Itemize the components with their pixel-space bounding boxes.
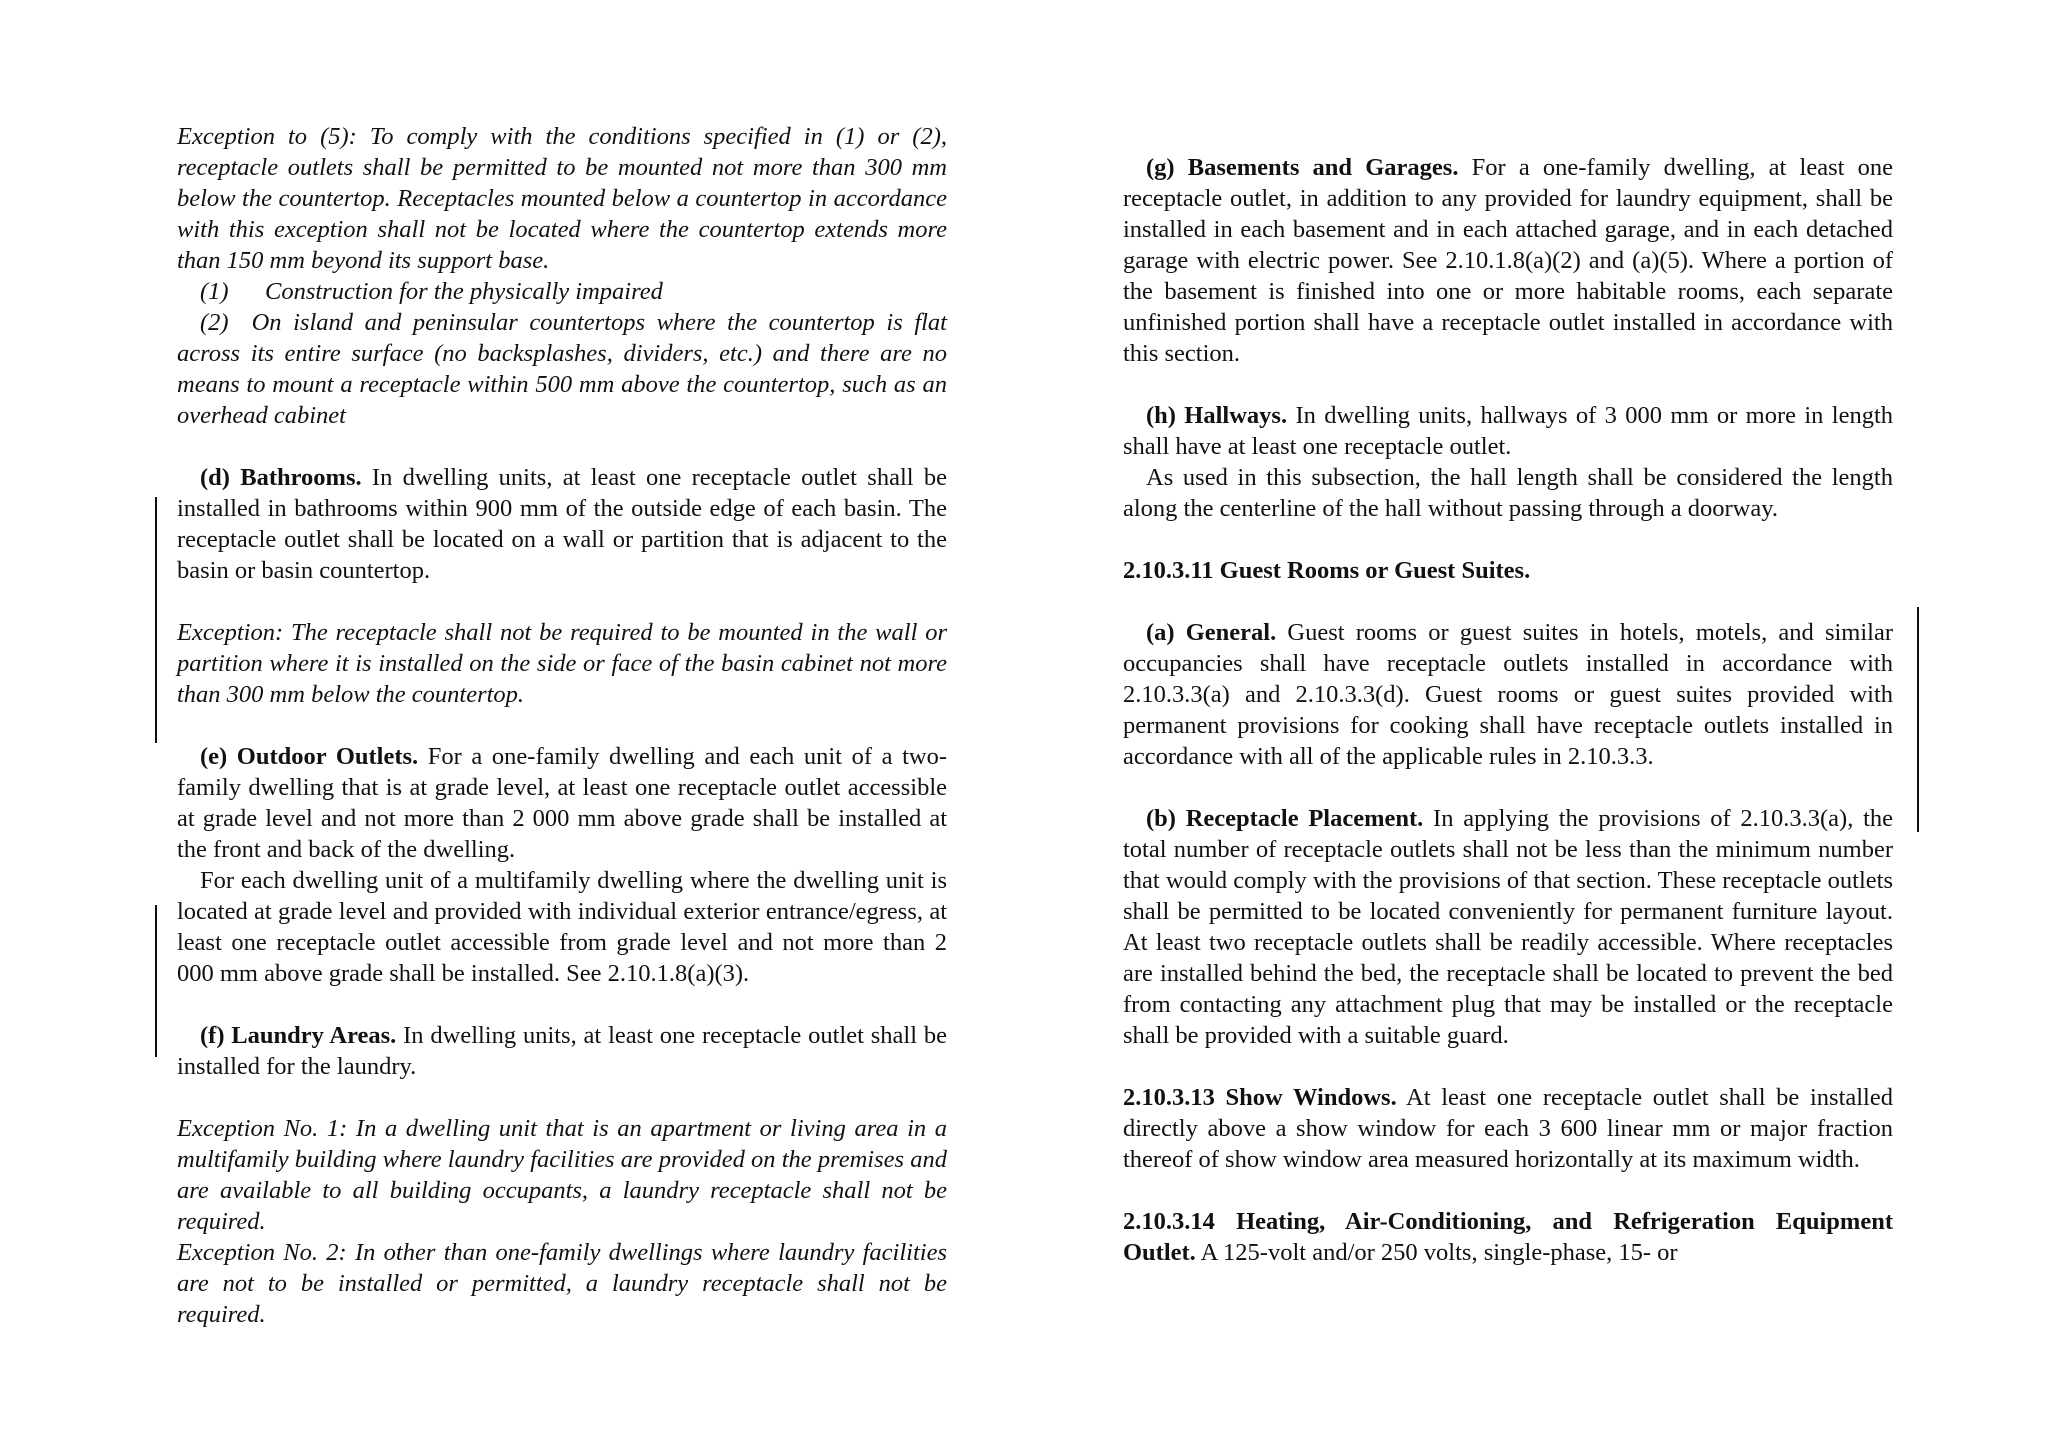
hallways-length-text: As used in this subsection, the hall length shall be considered the length along the centerline of the hall without passing through a doorway. [1123,464,1893,522]
laundry-exception-1: Exception No. 1: In a dwelling unit that is an apartment or living area in a multifamily building where laundry facilities are provided on the premises and are available to all building occupants, a laundry receptacle shall not be required. [177,1115,947,1235]
section-text: A 125-volt and/or 250 volts, single-phase, 15- or [1195,1239,1678,1266]
section-show-windows [1123,1082,1893,1175]
left-column [177,121,947,1330]
section-e-outdoor [177,741,947,865]
section-d-bathrooms [177,462,947,586]
section-text: In dwelling units, at least one receptacle outlet shall be installed for the laundry. [177,1022,947,1080]
section-a-general [1123,617,1893,772]
section-text: For a one-family dwelling and each unit of a two-family dwelling that is at grade level, at least one receptacle outlet accessible at grade level and not more than 2 000 mm above grade shall be installed at the front and back of the dwelling. [177,743,948,863]
section-heading: 2.10.3.13 Show Windows. [1123,1084,1397,1111]
change-bar-outdoor [155,905,157,1057]
laundry-exception-2: Exception No. 2: In other than one-family dwellings where laundry facilities are not to be installed or permitted, a laundry receptacle shall not be required. [177,1239,947,1328]
item-number: (1) [200,278,229,305]
outdoor-multifamily-text: For each dwelling unit of a multifamily dwelling where the dwelling unit is located at grade level and provided with individual exterior entrance/egress, at least one receptacle outlet accessible from grade level and not more than 2 000 mm above grade shall be installed. See 2.10.1.8(a)(3). [177,867,947,987]
item-text: Construction for the physically impaired [265,278,663,305]
change-bar-bathrooms [155,497,157,743]
section-heading: (d) Bathrooms. [200,464,362,491]
item-number: (2) [200,309,229,336]
bathrooms-exception: Exception: The receptacle shall not be required to be mounted in the wall or partition where it is installed on the side or face of the basin cabinet not more than 300 mm below the countertop. [177,619,947,708]
right-column [1123,152,1893,1268]
exception-5-item-1 [177,276,947,307]
exception-5-item-2 [177,307,947,431]
section-text: In dwelling units, hallways of 3 000 mm or more in length shall have at least one receptacle outlet. [1123,402,1893,460]
item-text: On island and peninsular countertops where the countertop is flat across its entire surface (no backsplashes, dividers, etc.) and there are no means to mount a receptacle within 500 mm above the countertop, such as an overhead cabinet [177,309,947,429]
section-h-hallways [1123,400,1893,462]
section-heading: (g) Basements and Garages. [1146,154,1459,181]
section-g-basements [1123,152,1893,369]
change-bar-guest-rooms [1917,607,1919,832]
section-title-guest-rooms: 2.10.3.11 Guest Rooms or Guest Suites. [1123,557,1531,584]
section-text: Guest rooms or guest suites in hotels, motels, and similar occupancies shall have receptacle outlets installed in accordance with 2.10.3.3(a) and 2.10.3.3(d). Guest rooms or guest suites provided with permanent provisions for cooking shall have receptacle outlets installed in accordance with all of the applicable rules in 2.10.3.3. [1123,619,1894,770]
section-heading: (h) Hallways. [1146,402,1288,429]
section-text: For a one-family dwelling, at least one receptacle outlet, in addition to any provided for laundry equipment, shall be installed in each basement and in each attached garage, and in each detached garage with electric power. See 2.10.1.8(a)(2) and (a)(5). Where a portion of the basement is finished into one or more habitable rooms, each separate unfinished portion shall have a receptacle outlet installed in accordance with this section. [1123,154,1893,367]
section-hvac-outlet [1123,1206,1893,1268]
section-heading: 2.10.3.14 Heating, Air-Conditioning, and Refrigeration Equipment Outlet. [1123,1208,1893,1266]
section-text: At least one receptacle outlet shall be installed directly above a show window for each 3 600 linear mm or major fraction thereof of show window area measured horizontally at its maximum width. [1123,1084,1893,1173]
section-heading: (b) Receptacle Placement. [1146,805,1424,832]
exception-5-text: Exception to (5): To comply with the conditions specified in (1) or (2), receptacle outlets shall be permitted to be mounted not more than 300 mm below the countertop. Receptacles mounted below a countertop in accordance with this exception shall not be located where the countertop extends more than 150 mm beyond its support base. [177,123,947,274]
section-f-laundry [177,1020,947,1082]
section-b-receptacle-placement [1123,803,1893,1051]
section-heading: (e) Outdoor Outlets. [200,743,419,770]
section-text: In dwelling units, at least one receptacle outlet shall be installed in bathrooms within 900 mm of the outside edge of each basin. The receptacle outlet shall be located on a wall or partition that is adjacent to the basin or basin countertop. [177,464,947,584]
section-heading: (a) General. [1146,619,1277,646]
section-heading: (f) Laundry Areas. [200,1022,397,1049]
section-text: In applying the provisions of 2.10.3.3(a), the total number of receptacle outlets shall not be less than the minimum number that would comply with the provisions of that section. These receptacle outlets shall be permitted to be located conveniently for permanent furniture layout. At least two receptacle outlets shall be readily accessible. Where receptacles are installed behind the bed, the receptacle shall be located to prevent the bed from contacting any attachment plug that may be installed or the receptacle shall be provided with a suitable guard. [1123,805,1894,1049]
